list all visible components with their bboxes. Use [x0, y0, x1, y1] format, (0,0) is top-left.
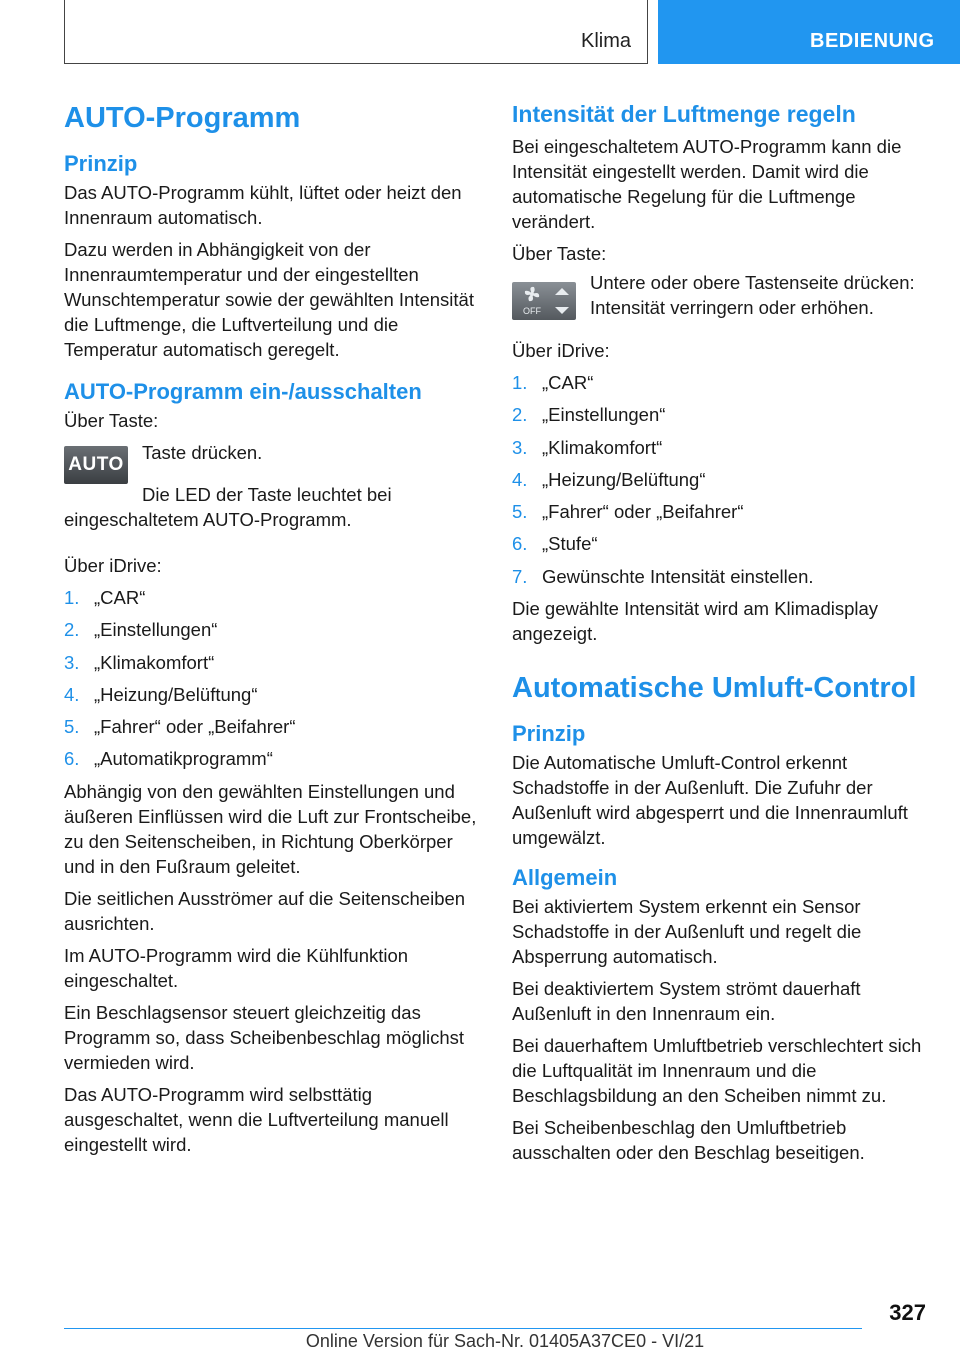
recirculation-title: Automatische Umluft-Control [512, 672, 917, 705]
list-item: 7. Gewünschte Intensität einstellen. [512, 565, 814, 587]
intensity-heading: Intensität der Luftmenge regeln [512, 101, 856, 127]
general-heading: Allgemein [512, 865, 618, 891]
auto-key-label: AUTO [68, 454, 124, 475]
led-note: Die LED der Taste leuchtet bei eingeschaltetem AUTO-Programm. [64, 484, 392, 530]
auto-key-row [64, 440, 480, 484]
paragraph: Abhängig von den gewählten Einstellungen und äußeren Einflüssen wird die Luft zur Frontscheibe, zu den Seitenscheiben, in Richtung Oberkörper und in den Fußraum geleitet. [64, 780, 477, 877]
idrive-steps-list [64, 585, 480, 771]
fan-key-text [590, 272, 928, 324]
list-item: 1. „CAR“ [64, 587, 146, 608]
fan-instruction: Untere oder obere Tastenseite drücken: Intensität verringern oder erhöhen. [590, 272, 915, 318]
principle-heading: Prinzip [512, 721, 586, 747]
via-button-label: Über Taste: [512, 243, 607, 264]
page-header [0, 0, 960, 68]
paragraph: Das AUTO-Programm kühlt, lüftet oder heizt den Innenraum automatisch. [64, 182, 462, 228]
auto-key-text [142, 440, 262, 469]
via-idrive-label: Über iDrive: [64, 555, 162, 576]
paragraph: Die seitlichen Ausströmer auf die Seitenscheiben ausrichten. [64, 887, 466, 934]
paragraph: Das AUTO-Programm wird selbsttätig ausgeschaltet, wenn die Luftverteilung manuell eingestellt wird. [64, 1083, 449, 1155]
paragraph: Die Automatische Umluft-Control erkennt Schadstoffe in der Außenluft. Die Zufuhr der Außenluft wird abgesperrt und die Innenraumluft umgewälzt. [512, 752, 908, 849]
list-item: 6. „Stufe“ [512, 533, 598, 555]
list-item: 5. „Fahrer“ oder „Beifahrer“ [64, 716, 296, 738]
paragraph: Bei aktiviertem System erkennt ein Sensor Schadstoffe in der Außenluft und regelt die Absperrung automatisch. [512, 896, 862, 968]
auto-program-title: AUTO-Programm [64, 102, 301, 134]
page-number: 327 [889, 1300, 926, 1325]
list-item: 4. „Heizung/Belüftung“ [512, 468, 706, 490]
list-item: 1. „CAR“ [512, 372, 594, 393]
paragraph: Dazu werden in Abhängigkeit von der Innenraumtemperatur und der eingestellten Wunschtemperatur sowie der gewählten Intensität die Luftmenge, die Luftverteilung und die Temperatur automatisch geregelt. [64, 239, 474, 360]
onoff-heading: AUTO-Programm ein-/ausschalten [64, 379, 422, 404]
fan-intensity-button-icon [512, 282, 576, 320]
list-item: 2. „Einstellungen“ [512, 404, 666, 426]
list-item: 3. „Klimakomfort“ [64, 651, 215, 673]
footer-divider [64, 1328, 862, 1329]
paragraph: Bei eingeschaltetem AUTO-Programm kann die Intensität eingestellt werden. Damit wird die automatische Regelung für die Luftmenge verändert. [512, 136, 902, 232]
paragraph: Bei Scheibenbeschlag den Umluftbetrieb ausschalten oder den Beschlag beseitigen. [512, 1117, 865, 1164]
online-version-footer: Online Version für Sach-Nr. 01405A37CE0 - VI/21 [305, 1331, 705, 1351]
right-column [512, 100, 928, 1172]
paragraph: Ein Beschlagsensor steuert gleichzeitig das Programm so, dass Scheibenbeschlag möglichst vermieden wird. [64, 1001, 464, 1073]
list-item: 3. „Klimakomfort“ [512, 436, 663, 458]
svg-text:OFF: OFF [523, 306, 541, 316]
fan-icon [512, 282, 576, 320]
list-item: 4. „Heizung/Belüftung“ [64, 683, 258, 705]
paragraph: Bei dauerhaftem Umluftbetrieb verschlechtert sich die Luftqualität im Innenraum und die Beschlagsbildung an den Scheiben nimmt zu. [512, 1035, 922, 1107]
paragraph: Im AUTO-Programm wird die Kühlfunktion eingeschaltet. [64, 944, 409, 991]
left-column [64, 100, 480, 1164]
header-chapter-tab: BEDIENUNG [658, 0, 960, 64]
list-item: 6. „Automatikprogramm“ [64, 748, 273, 770]
fan-key-row [512, 272, 928, 324]
list-item: 2. „Einstellungen“ [64, 619, 218, 641]
via-idrive-label: Über iDrive: [512, 340, 610, 361]
header-section-box [64, 0, 648, 64]
principle-heading: Prinzip [64, 151, 138, 176]
list-item: 5. „Fahrer“ oder „Beifahrer“ [512, 501, 744, 523]
via-button-label: Über Taste: [64, 410, 159, 431]
idrive-steps-list [512, 370, 928, 589]
auto-button-icon [64, 446, 128, 484]
header-section-title: Klima [580, 30, 631, 52]
paragraph: Bei deaktiviertem System strömt dauerhaft Außenluft in den Innenraum ein. [512, 978, 861, 1025]
press-instruction: Taste drücken. [142, 442, 263, 463]
paragraph: Die gewählte Intensität wird am Klimadisplay angezeigt. [512, 598, 879, 645]
